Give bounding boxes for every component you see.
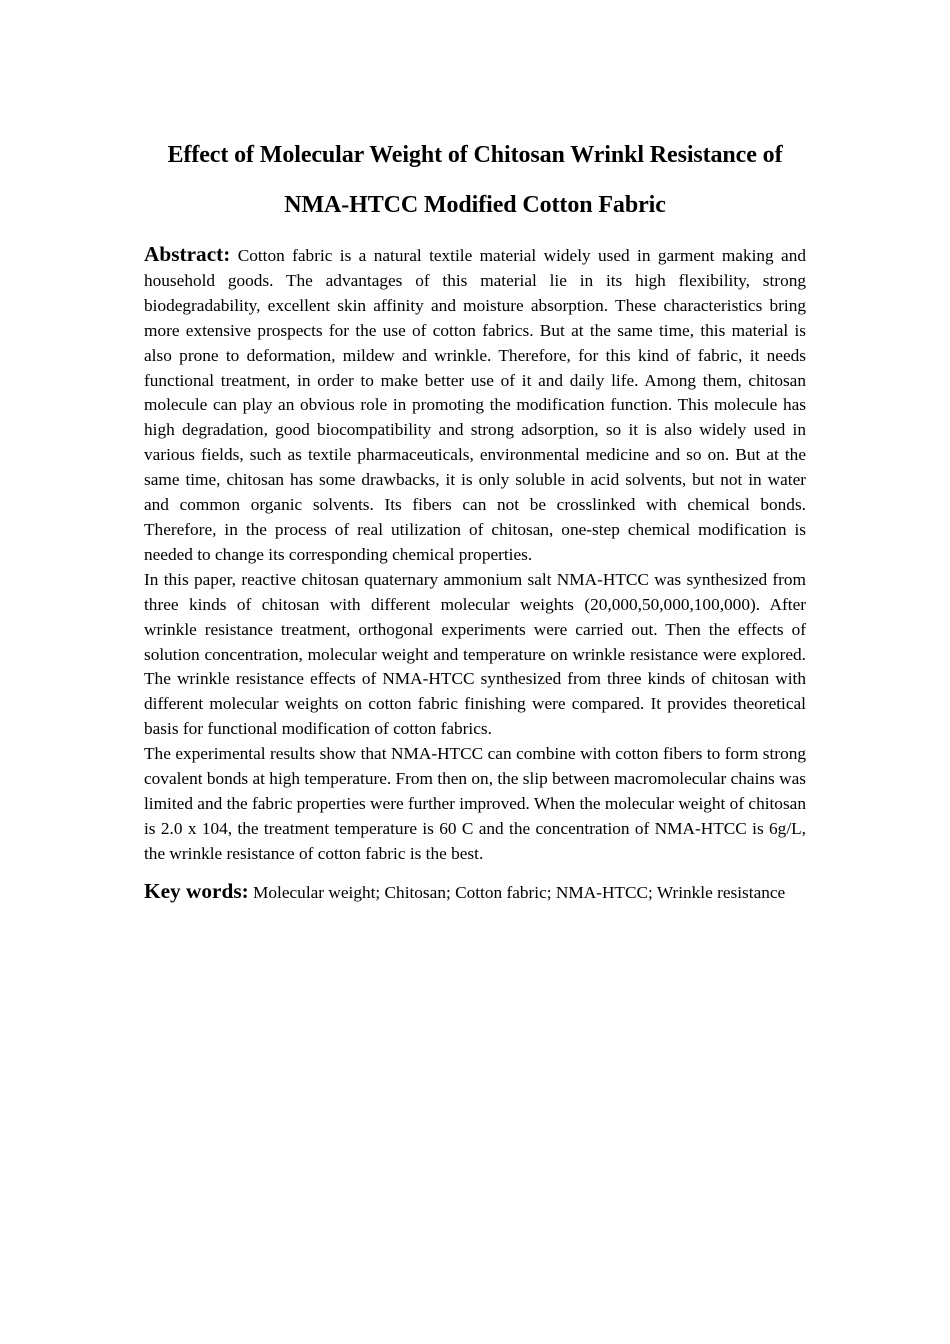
title-line-2: NMA-HTCC Modified Cotton Fabric <box>284 192 666 218</box>
keywords-label: Key words: <box>144 878 249 903</box>
paper-title <box>144 130 806 230</box>
title-line-1: Effect of Molecular Weight of Chitosan Wrinkl Resistance of <box>167 142 783 168</box>
abstract-paragraph-1 <box>144 242 806 568</box>
abstract-paragraph-1-text: Cotton fabric is a natural textile material widely used in garment making and household goods. The advantages of this material lie in its high flexibility, strong biodegradability, excellent skin affinity and moisture absorption. These characteristics bring more extensive prospects for the use of cotton fabrics. But at the same time, this material is also prone to deformation, mildew and wrinkle. Therefore, for this kind of fabric, it needs functional treatment, in order to make better use of it and daily life. Among them, chitosan molecule can play an obvious role in promoting the modification function. This molecule has high degradation, good biocompatibility and strong adsorption, so it is also widely used in various fields, such as textile pharmaceuticals, environmental medicine and so on. But at the same time, chitosan has some drawbacks, it is only soluble in acid solvents, but not in water and common organic solvents. Its fibers can not be crosslinked with chemical bonds. Therefore, in the process of real utilization of chitosan, one-step chemical modification is needed to change its corresponding chemical properties. <box>144 246 806 564</box>
abstract-paragraph-2: In this paper, reactive chitosan quaternary ammonium salt NMA-HTCC was synthesized from three kinds of chitosan with different molecular weights (20,000,50,000,100,000). After wrinkle resistance treatment, orthogonal experiments were carried out. Then the effects of solution concentration, molecular weight and temperature on wrinkle resistance were explored. The wrinkle resistance effects of NMA-HTCC synthesized from three kinds of chitosan with different molecular weights on cotton fabric finishing were compared. It provides theoretical basis for functional modification of cotton fabrics. <box>144 569 806 739</box>
abstract-label: Abstract: <box>144 242 231 266</box>
keywords-text: Molecular weight; Chitosan; Cotton fabric; NMA-HTCC; Wrinkle resistance <box>253 882 786 902</box>
keywords-section <box>144 873 806 911</box>
abstract-paragraph-3: The experimental results show that NMA-HTCC can combine with cotton fibers to form strong covalent bonds at high temperature. From then on, the slip between macromolecular chains was limited and the fabric properties were further improved. When the molecular weight of chitosan is 2.0 x 104, the treatment temperature is 60 C and the concentration of NMA-HTCC is 6g/L, the wrinkle resistance of cotton fabric is the best. <box>144 744 806 863</box>
abstract-section <box>144 242 806 867</box>
paper-page <box>144 130 806 911</box>
